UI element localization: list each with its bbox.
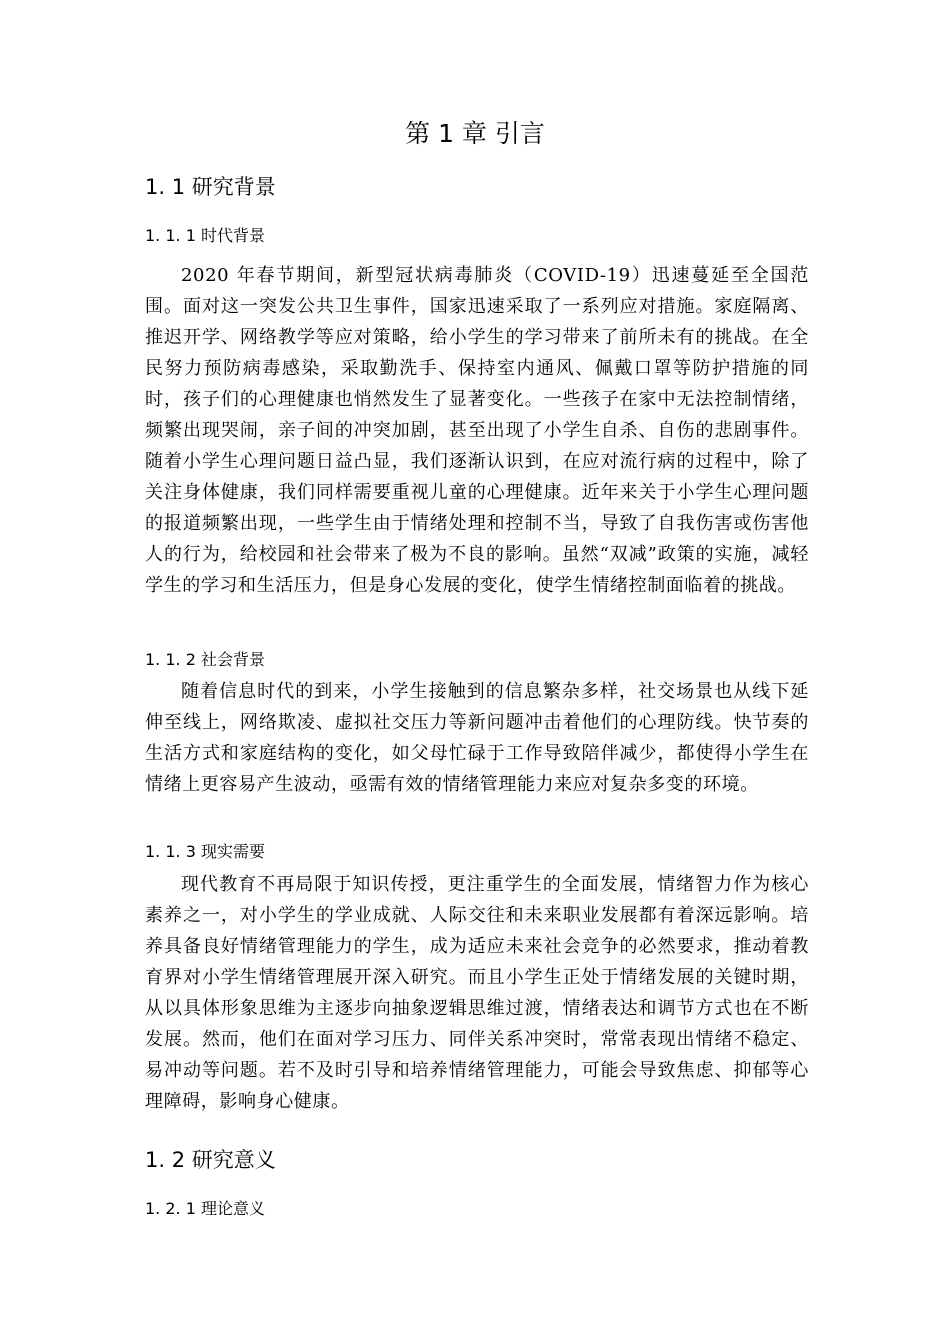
section-heading-1-2: 1. 2 研究意义 <box>145 1148 276 1172</box>
subsection-heading-1-1-1: 1. 1. 1 时代背景 <box>145 226 265 245</box>
paragraph-era-background: 2020 年春节期间，新型冠状病毒肺炎（COVID-19）迅速蔓延至全国范围。面对这一突发公共卫生事件，国家迅速采取了一系列应对措施。家庭隔离、推迟开学、网络教学等应对策略，给小学生的学习带来了前所未有的挑战。在全民努力预防病毒感染，采取勤洗手、保持室内通风、佩戴口罩等防护措施的同时，孩子们的心理健康也悄然发生了显著变化。一些孩子在家中无法控制情绪，频繁出现哭闹，亲子间的冲突加剧，甚至出现了小学生自杀、自伤的悲剧事件。随着小学生心理问题日益凸显，我们逐渐认识到，在应对流行病的过程中，除了关注身体健康，我们同样需要重视儿童的心理健康。近年来关于小学生心理问题的报道频繁出现，一些学生由于情绪处理和控制不当，导致了自我伤害或伤害他人的行为，给校园和社会带来了极为不良的影响。虽然“双减”政策的实施，减轻学生的学习和生活压力，但是身心发展的变化，使学生情绪控制面临着的挑战。 <box>145 265 809 596</box>
subsection-heading-1-1-2: 1. 1. 2 社会背景 <box>145 650 265 669</box>
section-heading-1-1: 1. 1 研究背景 <box>145 175 276 199</box>
paragraph-social-background: 随着信息时代的到来，小学生接触到的信息繁杂多样，社交场景也从线下延伸至线上，网络欺凌、虚拟社交压力等新问题冲击着他们的心理防线。快节奏的生活方式和家庭结构的变化，如父母忙碌于工作导致陪伴减少，都使得小学生在情绪上更容易产生波动，亟需有效的情绪管理能力来应对复杂多变的环境。 <box>145 681 809 795</box>
subsection-heading-1-1-3: 1. 1. 3 现实需要 <box>145 842 265 861</box>
paragraph-practical-need: 现代教育不再局限于知识传授，更注重学生的全面发展，情绪智力作为核心素养之一，对小学生的学业成就、人际交往和未来职业发展都有着深远影响。培养具备良好情绪管理能力的学生，成为适应未来社会竞争的必然要求，推动着教育界对小学生情绪管理展开深入研究。而且小学生正处于情绪发展的关键时期，从以具体形象思维为主逐步向抽象逻辑思维过渡，情绪表达和调节方式也在不断发展。然而，他们在面对学习压力、同伴关系冲突时，常常表现出情绪不稳定、易冲动等问题。若不及时引导和培养情绪管理能力，可能会导致焦虑、抑郁等心理障碍，影响身心健康。 <box>145 874 809 1112</box>
chapter-title: 第 1 章 引言 <box>405 119 545 148</box>
subsection-heading-1-2-1: 1. 2. 1 理论意义 <box>145 1199 265 1218</box>
